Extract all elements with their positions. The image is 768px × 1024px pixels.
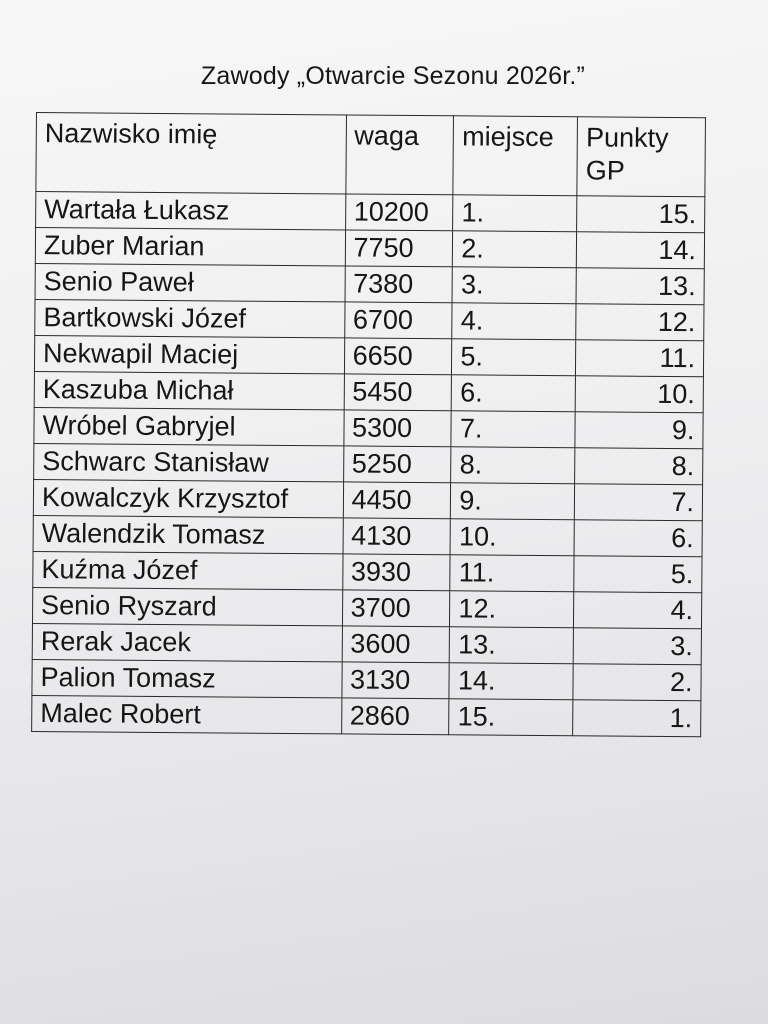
table-header-row xyxy=(36,113,706,197)
cell-points: 7. xyxy=(575,484,703,521)
cell-place: 8. xyxy=(451,447,575,484)
cell-name: Palion Tomasz xyxy=(32,659,342,697)
cell-place: 15. xyxy=(449,699,573,736)
cell-place: 14. xyxy=(449,663,573,700)
cell-name: Rerak Jacek xyxy=(32,623,342,661)
results-body xyxy=(32,192,705,737)
table-row xyxy=(33,515,702,556)
table-row xyxy=(33,551,702,592)
cell-weight: 3700 xyxy=(342,590,450,627)
cell-place: 5. xyxy=(452,339,576,376)
cell-name: Kowalczyk Krzysztof xyxy=(33,479,343,517)
cell-weight: 4130 xyxy=(343,518,451,555)
cell-place: 2. xyxy=(453,231,577,268)
header-weight: waga xyxy=(345,115,453,195)
cell-name: Zuber Marian xyxy=(35,228,345,266)
cell-points: 3. xyxy=(573,628,701,665)
cell-name: Bartkowski Józef xyxy=(35,299,345,337)
cell-place: 12. xyxy=(450,591,574,628)
cell-points: 8. xyxy=(575,448,703,485)
table-row xyxy=(35,299,704,340)
cell-weight: 6700 xyxy=(344,302,452,339)
cell-name: Malec Robert xyxy=(32,695,342,733)
table-row xyxy=(32,587,701,628)
table-row xyxy=(32,659,701,700)
cell-place: 7. xyxy=(451,411,575,448)
cell-points: 2. xyxy=(573,664,701,701)
cell-name: Kuźma Józef xyxy=(33,551,343,589)
cell-weight: 3930 xyxy=(342,554,450,591)
page-title: Zawody „Otwarcie Sezonu 2026r.” xyxy=(200,62,586,90)
table-row xyxy=(32,695,701,736)
cell-points: 14. xyxy=(577,232,705,269)
cell-place: 13. xyxy=(450,627,574,664)
cell-weight: 5450 xyxy=(344,374,452,411)
header-name: Nazwisko imię xyxy=(36,113,346,194)
cell-points: 12. xyxy=(576,304,704,341)
table-row xyxy=(34,371,703,412)
cell-weight: 7380 xyxy=(345,266,453,303)
cell-weight: 5300 xyxy=(343,410,451,447)
cell-name: Wróbel Gabryjel xyxy=(34,407,344,445)
cell-name: Nekwapil Maciej xyxy=(34,335,344,373)
cell-weight: 7750 xyxy=(345,230,453,267)
cell-place: 4. xyxy=(452,303,576,340)
table-row xyxy=(34,335,703,376)
cell-weight: 5250 xyxy=(343,446,451,483)
cell-points: 6. xyxy=(574,520,702,557)
cell-points: 11. xyxy=(576,340,704,377)
cell-points: 13. xyxy=(576,268,704,305)
cell-points: 5. xyxy=(574,556,702,593)
cell-points: 10. xyxy=(575,376,703,413)
cell-place: 9. xyxy=(451,483,575,520)
table-row xyxy=(35,228,704,269)
table-row xyxy=(34,443,703,484)
table-row xyxy=(34,407,703,448)
results-table xyxy=(31,112,706,737)
cell-weight: 6650 xyxy=(344,338,452,375)
cell-name: Walendzik Tomasz xyxy=(33,515,343,553)
cell-points: 9. xyxy=(575,412,703,449)
cell-name: Senio Ryszard xyxy=(32,587,342,625)
cell-place: 6. xyxy=(452,375,576,412)
table-row xyxy=(36,192,705,233)
header-place: miejsce xyxy=(453,116,577,196)
cell-name: Senio Paweł xyxy=(35,263,345,301)
cell-points: 4. xyxy=(574,592,702,629)
table-row xyxy=(35,263,704,304)
table-row xyxy=(33,479,702,520)
cell-weight: 10200 xyxy=(345,194,453,231)
table-row xyxy=(32,623,701,664)
cell-place: 3. xyxy=(452,267,576,304)
cell-weight: 3600 xyxy=(342,626,450,663)
cell-place: 10. xyxy=(450,519,574,556)
cell-name: Schwarc Stanisław xyxy=(34,443,344,481)
cell-weight: 2860 xyxy=(341,698,449,735)
header-points: Punkty GP xyxy=(577,117,705,197)
cell-place: 1. xyxy=(453,195,577,232)
cell-place: 11. xyxy=(450,555,574,592)
cell-name: Wartała Łukasz xyxy=(36,192,346,230)
cell-weight: 3130 xyxy=(341,662,449,699)
cell-points: 15. xyxy=(577,196,705,233)
cell-weight: 4450 xyxy=(343,482,451,519)
cell-points: 1. xyxy=(573,700,701,737)
cell-name: Kaszuba Michał xyxy=(34,371,344,409)
